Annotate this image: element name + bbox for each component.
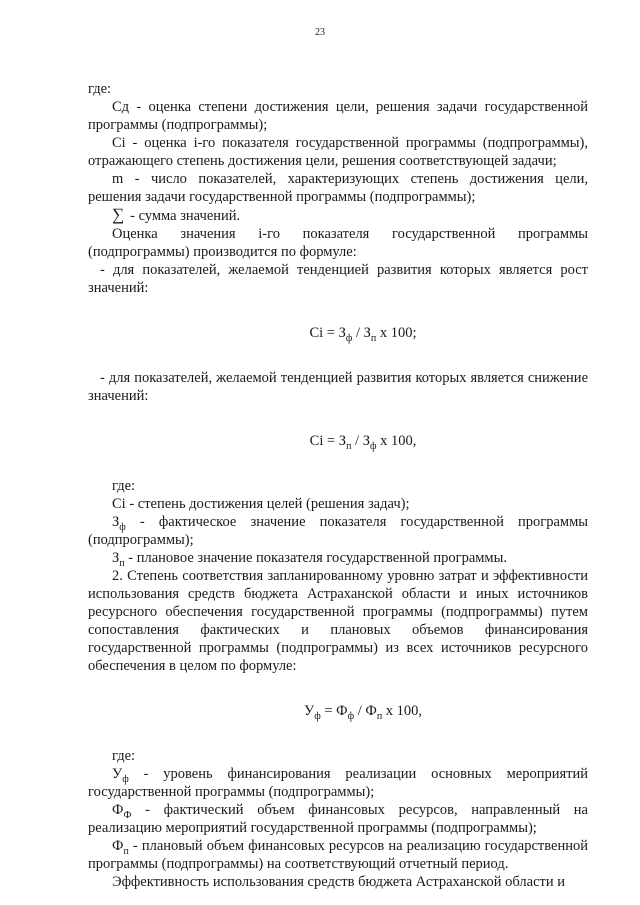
formula-decline: $Ci = З_п / З_ф$ x 100, — [309, 433, 417, 452]
ci-definition-2: Ci - степень достижения целей (решения задач); — [112, 496, 410, 512]
uf-definition: $У_ф$ - уровень финансирования реализации основных мероприятий государственной программы (подпрограммы); — [88, 766, 588, 800]
page-number: 23 — [315, 27, 325, 38]
where-label-1: где: — [88, 81, 112, 97]
formula-financing: $У_ф = Ф_ф / Ф_п$ x 100, — [303, 703, 423, 722]
sum-text: - сумма значений. — [130, 208, 241, 224]
evaluation-intro: Оценка значения i-го показателя государственной программы (подпрограммы) производится по формуле: — [88, 226, 588, 260]
where-label-2: где: — [112, 478, 136, 494]
m-definition: m - число показателей, характеризующих степень достижения цели, решения задачи государственной программы (подпрограммы); — [88, 171, 588, 205]
ff-definition: $Ф_Ф$ - фактический объем финансовых ресурсов, направленный на реализацию мероприятий государственной программы (подпрограммы); — [88, 802, 588, 836]
where-label-3: где: — [112, 748, 136, 764]
fp-definition: $Ф_п$ - плановый объем финансовых ресурсов на реализацию государственной программы (подпрограммы) на соответствующий отчетный период. — [88, 838, 588, 872]
cd-definition: Сд - оценка степени достижения цели, решения задачи государственной программы (подпрограммы); — [88, 99, 588, 133]
formula-growth: $Ci = З_ф / З_п$ x 100; — [309, 325, 417, 344]
growth-case: - для показателей, желаемой тенденцией развития которых является рост значений: — [88, 262, 588, 296]
decline-case: - для показателей, желаемой тенденцией развития которых является снижение значений: — [88, 370, 588, 404]
point-2: 2. Степень соответствия запланированному уровню затрат и эффективности использования средств бюджета Астраханской области и иных источников ресурсного обеспечения государственной программы (подпрограммы) путем сопоставления фактических и плановых объемов финансирования государственной программы (подпрограммы) из всех источников ресурсного обеспечения в целом по формуле: — [88, 568, 588, 674]
ci-definition: Ci - оценка i-го показателя государственной программы (подпрограммы), отражающего степень достижения цели, решения соответствующей задачи; — [88, 135, 588, 169]
body-text — [88, 80, 588, 891]
sum-symbol: ∑ — [112, 205, 125, 224]
zf-definition: $З_ф$ - фактическое значение показателя государственной программы (подпрограммы); — [88, 514, 588, 548]
last-line: Эффективность использования средств бюджета Астраханской области и — [112, 874, 566, 890]
zp-definition: $З_п$ - плановое значение показателя государственной программы. — [112, 550, 507, 569]
sum-definition — [88, 206, 588, 225]
